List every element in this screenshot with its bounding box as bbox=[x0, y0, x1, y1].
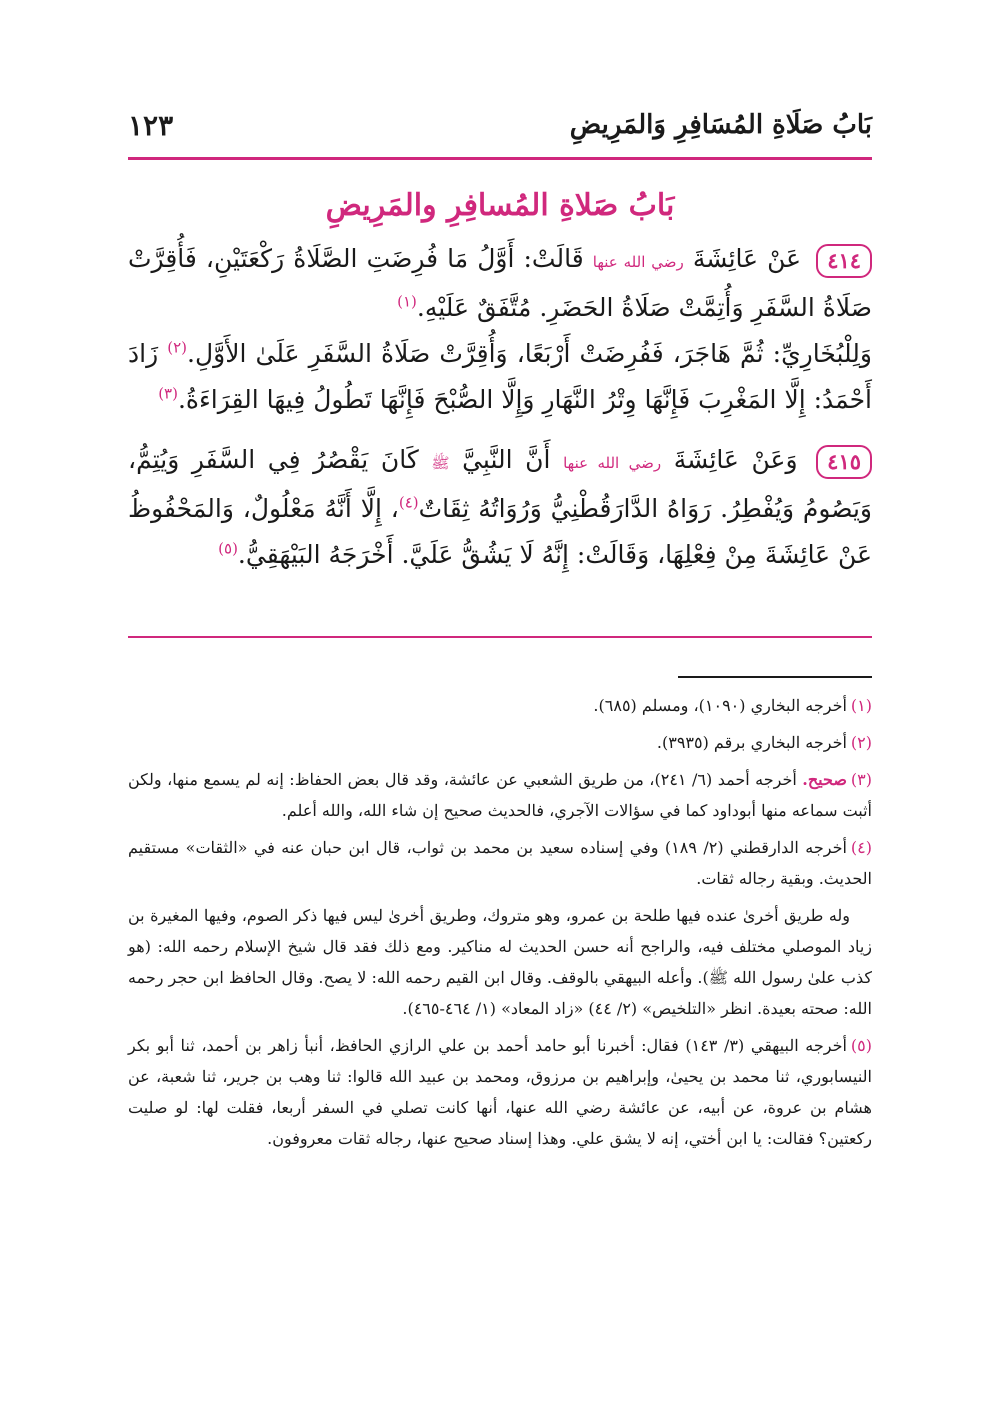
footnote-2 bbox=[128, 727, 872, 758]
footnote-ref-4[interactable]: (٤) bbox=[398, 493, 419, 512]
hadith-415-paragraph bbox=[128, 437, 872, 578]
running-header bbox=[128, 100, 872, 150]
salawat-mark: ﷺ bbox=[431, 454, 450, 472]
honorific-mark: رضي الله عنها bbox=[592, 253, 684, 271]
grade-label: صحيح. bbox=[802, 770, 847, 789]
hadith-number-badge: ٤١٥ bbox=[816, 445, 872, 479]
chapter-heading: بَابُ صَلاةِ المُسافِرِ والمَرِيضِ bbox=[325, 188, 675, 223]
footnote-1 bbox=[128, 690, 872, 721]
footnote-number: (٥) bbox=[850, 1036, 873, 1055]
hadith-414-text-b: قَالَتْ: أَوَّلُ مَا فُرِضَتِ الصَّلَاةُ رَكْعَتَيْنِ، فَأُقِرَّتْ صَلَاةُ السَّفَرِ وَأُتِمَّتْ صَلَاةُ الحَضَرِ. مُتَّفَقٌ عَلَيْهِ. bbox=[128, 244, 872, 322]
hadith-414-paragraph-2 bbox=[128, 331, 872, 423]
hadith-number-badge: ٤١٤ bbox=[816, 244, 872, 278]
footnote-4 bbox=[128, 832, 872, 894]
footnote-text: أخرجه البخاري برقم (٣٩٣٥). bbox=[656, 733, 847, 752]
page-number: ١٢٣ bbox=[128, 108, 174, 142]
hadith-415-text-a: وَعَنْ عَائِشَةَ bbox=[673, 445, 798, 474]
footnote-text: أخرجه البخاري (١٠٩٠)، ومسلم (٦٨٥). bbox=[593, 696, 847, 715]
hadith-414-paragraph-1 bbox=[128, 236, 872, 331]
footnote-5 bbox=[128, 1030, 872, 1154]
footnote-number: (٣) bbox=[850, 770, 873, 789]
footnote-text: أخرجه أحمد (٦/ ٢٤١)، من طريق الشعبي عن عائشة، وقد قال بعض الحفاظ: إنه لم يسمع منها، ولكن أثبت سماعه منها أبوداود كما في سؤالات الآجري، فالحديث صحيح إن شاء الله، والله أعلم. bbox=[128, 770, 872, 820]
footnote-ref-5[interactable]: (٥) bbox=[218, 539, 238, 558]
footnote-ref-2[interactable]: (٢) bbox=[167, 338, 188, 357]
hadith-415-text-c: كَانَ يَقْصُرُ فِي السَّفَرِ وَيُتِمُّ، وَيَصُومُ وَيُفْطِرُ. رَوَاهُ الدَّارَقُطْنِيُّ وَرُوَاتُهُ ثِقَاتٌ bbox=[128, 445, 873, 523]
hadith-415-text-b: أَنَّ النَّبِيَّ bbox=[462, 445, 551, 474]
footnote-number: (٤) bbox=[850, 838, 873, 857]
section-rule bbox=[128, 636, 872, 638]
running-header-title: بَابُ صَلَاةِ المُسَافِرِ وَالمَرِيضِ bbox=[569, 110, 872, 140]
footnotes bbox=[128, 690, 872, 1160]
footnote-3 bbox=[128, 764, 872, 826]
footnote-number: (٢) bbox=[850, 733, 872, 752]
footnote-text: أخرجه الدارقطني (٢/ ١٨٩) وفي إسناده سعيد بن محمد بن ثواب، قال ابن حبان عنه في «الثقات» مستقيم الحديث. وبقية رجاله ثقات. bbox=[128, 838, 872, 888]
hadith-414-text-c: وَلِلْبُخَارِيِّ: ثُمَّ هَاجَرَ، فَفُرِضَتْ أَرْبَعًا، وَأُقِرَّتْ صَلَاةُ السَّفَرِ عَلَىٰ الأَوَّلِ. bbox=[187, 339, 872, 368]
hadith-415-text-d: ، إِلَّا أَنَّهُ مَعْلُولٌ، وَالمَحْفُوظُ عَنْ عَائِشَةَ مِنْ فِعْلِهَا، وَقَالَتْ: إِنَّهُ لَا يَشُقُّ عَلَيَّ. أَخْرَجَهُ البَيْهَقِيُّ. bbox=[128, 494, 872, 569]
honorific-mark: رضي الله عنها bbox=[563, 454, 662, 472]
footnote-number: (١) bbox=[850, 696, 872, 715]
footnote-ref-3[interactable]: (٣) bbox=[158, 384, 178, 403]
footnote-4-continued bbox=[128, 900, 872, 1024]
hadith-414-text-a: عَنْ عَائِشَةَ bbox=[692, 244, 802, 273]
hadith-text bbox=[128, 236, 872, 578]
footnote-text: أخرجه البيهقي (٣/ ١٤٣) فقال: أخبرنا أبو حامد أحمد بن علي الرازي الحافظ، أنبأ زاهر بن أحمد، ثنا أبو بكر النيسابوري، ثنا محمد بن يحيىٰ، وإبراهيم بن مرزوق، ومحمد بن عبيد الله قالوا: ثنا وهب بن جرير، ثنا شعبة، عن هشام بن عروة، عن أبيه، عن عائشة رضي الله عنها، أنها كانت تصلي في السفر أربعا، فقلت لها: لو صليت ركعتين؟ فقالت: يا ابن أختي، إنه لا يشق علي. وهذا إسناد صحيح عنها، رجاله ثقات معروفون. bbox=[128, 1036, 872, 1148]
header-rule bbox=[128, 157, 872, 160]
footnote-ref-1[interactable]: (١) bbox=[397, 292, 417, 311]
hadith-414-text-d: زَادَ أَحْمَدُ: إِلَّا المَغْرِبَ فَإِنَّهَا وِتْرُ النَّهَارِ وَإِلَّا الصُّبْحَ فَإِنَّهَا تَطُولُ فِيهَا القِرَاءَةُ. bbox=[128, 339, 872, 414]
footnote-text: وله طريق أخرىٰ عنده فيها طلحة بن عمرو، وهو متروك، وطريق أخرىٰ ليس فيها ذكر الصوم، وفيها المغيرة بن زياد الموصلي مختلف فيه، والراجح أنه حسن الحديث له مناكير. ومع ذلك فقد قال شيخ الإسلام رحمه الله: (هو كذب علىٰ رسول الله ﷺ). وأعله البيهقي بالوقف. وقال ابن القيم رحمه الله: لا يصح. وقال الحافظ ابن حجر رحمه الله: صحته بعيدة. انظر «التلخيص» (٢/ ٤٤) «زاد المعاد» (١/ ٤٦٤-٤٦٥). bbox=[128, 906, 873, 1018]
footnote-separator bbox=[678, 676, 872, 678]
